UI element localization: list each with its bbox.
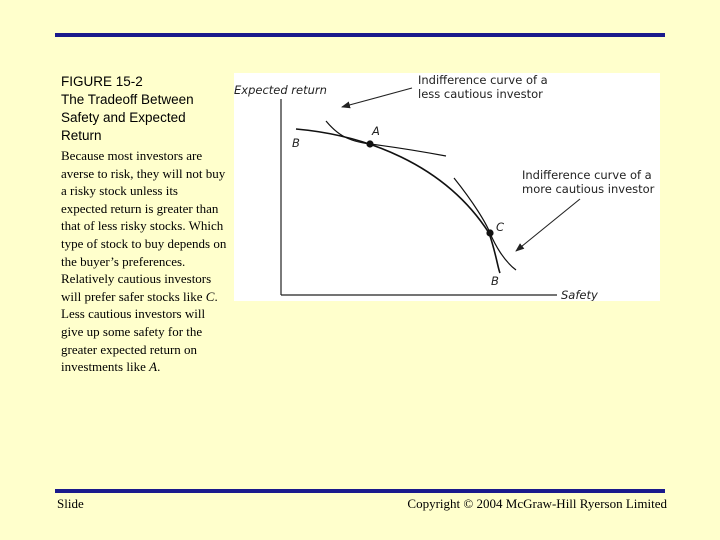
top-rule [55,33,665,37]
figure-number: FIGURE 15-2 [61,74,143,89]
annotation-less-cautious-line-1: Indifference curve of a [418,73,548,87]
annotation-more-cautious-line-2: more cautious investor [522,182,655,196]
annotation-less-cautious-line-2: less cautious investor [418,87,543,101]
annotation-more-cautious-line-1: Indifference curve of a [522,168,652,182]
footer-slide-label: Slide [57,496,84,511]
figure-title-line-1: The Tradeoff Between [61,92,194,107]
point-c [486,229,493,236]
description-text-3: . [157,359,161,375]
tradeoff-curve-b [296,129,500,273]
tradeoff-diagram [234,73,660,301]
indifference-curve-more-cautious [454,178,516,270]
bottom-rule [55,489,665,493]
point-c-label: C [496,220,505,234]
curve-b-top-label: B [292,136,300,150]
arrow-less-cautious [342,88,412,107]
description-point-a: A [149,359,158,375]
footer-copyright: Copyright © 2004 McGraw-Hill Ryerson Limited [407,496,667,511]
figure-description [61,147,227,376]
description-text-1: Because most investors are averse to risk, they will not buy a risky stock unless its expected return is greater than that of less risky stocks. Which type of stock to buy depends on the buyer’s preferences. Relatively cautious investors will prefer safer stocks like [61,148,227,304]
figure-caption [61,73,227,376]
description-text-2: . Less cautious investors will give up some safety for the greater expected return on investments like [61,288,218,375]
figure-title-line-3: Return [61,128,102,143]
y-axis-label: Expected return [234,83,327,97]
diagram-svg [234,73,660,301]
x-axis-label: Safety [561,288,598,301]
curve-b-bottom-label: B [491,274,499,288]
point-a [366,140,373,147]
arrow-more-cautious [516,199,580,251]
figure-title [61,73,227,145]
description-point-c: C [205,288,215,304]
point-a-label: A [372,124,380,138]
figure-title-line-2: Safety and Expected [61,110,186,125]
